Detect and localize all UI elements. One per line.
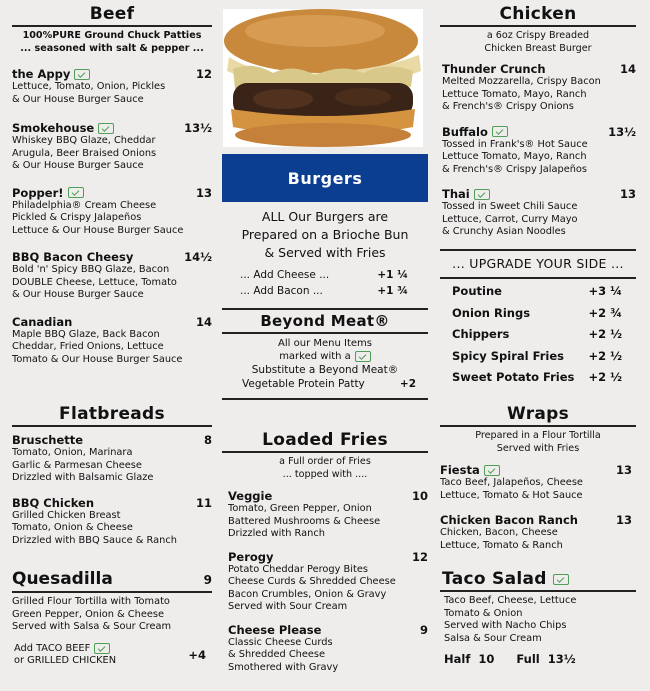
item-desc-line: Green Pepper, Onion & Cheese	[12, 608, 165, 620]
burgers-banner: Burgers	[222, 154, 428, 202]
burger-info	[222, 208, 428, 400]
addon-price: +1 ¾	[377, 285, 408, 297]
item-desc-line: Tomato & Onion	[444, 607, 523, 619]
chicken-heading: Chicken	[499, 4, 577, 24]
item-desc-line: Lettuce Tomato, Mayo, Ranch	[442, 151, 587, 162]
taco-salad-section	[440, 569, 636, 666]
item-name: BBQ Chicken	[12, 495, 95, 510]
flatbreads-heading: Flatbreads	[59, 404, 165, 424]
divider	[222, 308, 428, 310]
wraps-intro: Served with Fries	[496, 442, 580, 454]
quesadilla-heading: Quesadilla	[12, 569, 113, 589]
beef-intro-2: ... seasoned with salt & pepper ...	[20, 42, 204, 54]
item-desc-line: Tomato, Onion & Cheese	[12, 522, 133, 533]
item-desc-line: & Crunchy Asian Noodles	[442, 226, 566, 237]
chicken-intro: a 6oz Crispy Breaded	[486, 30, 590, 41]
item-desc-line: Lettuce, Tomato & Ranch	[440, 539, 563, 551]
menu-item	[440, 463, 636, 502]
item-price: 13	[619, 187, 636, 201]
item-name: Thai	[442, 187, 470, 201]
item-price: 11	[195, 495, 212, 510]
item-price: 13	[615, 513, 632, 527]
item-name: Perogy	[228, 549, 274, 564]
item-desc-line: DOUBLE Cheese, Lettuce, Tomato	[12, 276, 177, 288]
divider	[12, 25, 212, 27]
menu-item	[12, 433, 212, 485]
side-item	[440, 346, 636, 368]
divider	[440, 277, 636, 279]
item-price: 14½	[184, 250, 212, 264]
beef-intro-1: 100%PURE Ground Chuck Patties	[22, 30, 202, 41]
item-desc-line: Grilled Chicken Breast	[12, 509, 121, 521]
menu-item	[440, 125, 636, 177]
side-name: Spicy Spiral Fries	[452, 348, 564, 363]
item-desc-line: Lettuce & Our House Burger Sauce	[12, 224, 184, 236]
burger-addon	[222, 283, 428, 299]
item-desc-line: Bold 'n' Spicy BBQ Glaze, Bacon	[12, 264, 170, 275]
menu-item	[12, 67, 212, 106]
item-desc-line: Maple BBQ Glaze, Back Bacon	[12, 328, 160, 340]
item-desc-line: Philadelphia® Cream Cheese	[12, 199, 157, 211]
item-desc-line: & French's® Crispy Onions	[442, 101, 574, 112]
half-label: Half	[444, 652, 471, 666]
side-item	[440, 367, 636, 389]
item-name: Veggie	[228, 489, 273, 503]
quesadilla-addon-line: or GRILLED CHICKEN	[14, 655, 117, 666]
burger-info-line: & Served with Fries	[264, 245, 386, 260]
item-name: Bruschette	[12, 433, 84, 447]
beyond-leaf-icon	[492, 126, 508, 137]
menu-item	[222, 623, 428, 675]
item-name: the Appy	[12, 67, 71, 81]
addon-label: ... Add Cheese ...	[240, 269, 330, 281]
beyond-leaf-icon	[98, 123, 114, 134]
divider	[222, 398, 428, 400]
item-desc-line: Drizzled with BBQ Sauce & Ranch	[12, 534, 177, 546]
item-desc-line: Potato Cheddar Perogy Bites	[228, 563, 368, 575]
sides-section	[440, 249, 636, 389]
item-name: Buffalo	[442, 124, 488, 139]
taco-salad-heading: Taco Salad	[442, 569, 547, 589]
menu-item	[222, 550, 428, 614]
side-price: +2 ½	[588, 327, 622, 341]
item-name: BBQ Bacon Cheesy	[12, 250, 134, 264]
quesadilla-price: 9	[203, 573, 212, 587]
item-desc-line: Lettuce, Carrot, Curry Mayo	[442, 213, 578, 225]
addon-label: ... Add Bacon ...	[240, 285, 323, 297]
taco-prices	[444, 652, 636, 666]
burger-image	[223, 9, 423, 147]
burger-addon	[222, 267, 428, 283]
burger-info-line: ALL Our Burgers are	[261, 209, 389, 224]
loaded-intro: ... topped with ....	[282, 468, 368, 480]
beyond-leaf-icon	[484, 465, 500, 476]
sides-heading: ... UPGRADE YOUR SIDE ...	[452, 256, 624, 271]
side-name: Sweet Potato Fries	[452, 370, 575, 384]
loaded-fries-heading: Loaded Fries	[262, 430, 388, 450]
item-desc-line: & French's® Crispy Jalapeños	[442, 163, 588, 175]
item-name: Fiesta	[440, 463, 480, 477]
menu-item	[440, 187, 636, 239]
divider	[440, 25, 636, 27]
quesadilla-section	[12, 569, 212, 668]
item-price: 10	[411, 489, 428, 503]
loaded-intro: a Full order of Fries	[279, 456, 371, 467]
item-desc-line: Served with Nacho Chips	[444, 620, 567, 631]
item-desc-line: Lettuce Tomato, Mayo, Ranch	[442, 88, 587, 100]
beyond-leaf-icon	[74, 69, 90, 80]
item-desc-line: Taco Beef, Jalapeños, Cheese	[440, 477, 583, 488]
wraps-intro: Prepared in a Flour Tortilla	[475, 430, 601, 441]
side-price: +3 ¼	[588, 284, 622, 298]
menu-item	[440, 62, 636, 114]
item-desc-line: Served with Sour Cream	[228, 601, 348, 612]
divider	[222, 451, 428, 453]
item-desc-line: Tossed in Sweet Chili Sauce	[442, 201, 578, 212]
item-desc-line: & Our House Burger Sauce	[12, 93, 144, 105]
item-name: Canadian	[12, 314, 73, 329]
addon-price: +1 ¼	[377, 269, 408, 281]
side-item	[440, 303, 636, 325]
beyond-leaf-icon	[474, 189, 490, 200]
item-desc-line: Taco Beef, Cheese, Lettuce	[444, 595, 577, 606]
chicken-column	[440, 0, 636, 239]
item-price: 13½	[608, 124, 636, 139]
item-desc-line: Garlic & Parmesan Cheese	[12, 459, 142, 471]
divider	[222, 332, 428, 334]
item-desc-line: & Our House Burger Sauce	[12, 160, 144, 171]
item-desc-line: Lettuce, Tomato & Hot Sauce	[440, 489, 583, 501]
item-desc-line: & Our House Burger Sauce	[12, 289, 144, 300]
beyond-heading: Beyond Meat®	[260, 312, 390, 330]
side-price: +2 ½	[588, 370, 622, 384]
item-desc-line: Battered Mushrooms & Cheese	[228, 515, 381, 527]
beyond-line: marked with a	[279, 350, 351, 362]
side-item	[440, 281, 636, 303]
loaded-fries-section	[222, 430, 428, 674]
item-desc-line: Smothered with Gravy	[228, 661, 339, 673]
item-desc-line: Cheese Curds & Shredded Cheese	[228, 576, 396, 587]
item-desc-line: Bacon Crumbles, Onion & Gravy	[228, 588, 387, 600]
menu-item	[440, 513, 636, 552]
item-desc-line: Pickled & Crispy Jalapeños	[12, 212, 142, 223]
item-price: 14	[195, 314, 212, 329]
beyond-price: +2	[399, 378, 416, 390]
beyond-leaf-icon	[94, 643, 110, 654]
item-desc-line: Grilled Flour Tortilla with Tomato	[12, 596, 170, 607]
item-price: 13	[615, 463, 632, 477]
full-price: 13½	[547, 652, 576, 666]
side-price: +2 ¾	[588, 305, 622, 320]
item-name: Smokehouse	[12, 121, 95, 135]
item-desc-line: Tomato & Our House Burger Sauce	[12, 353, 183, 365]
menu-item	[12, 315, 212, 367]
item-desc-line: Melted Mozzarella, Crispy Bacon	[442, 76, 601, 87]
side-name: Chippers	[452, 327, 510, 341]
divider	[440, 425, 636, 427]
item-name: Popper!	[12, 185, 64, 200]
item-price: 9	[419, 622, 428, 637]
burger-info-line: Prepared on a Brioche Bun	[241, 227, 409, 242]
side-price: +2 ½	[588, 348, 622, 363]
divider	[12, 591, 212, 593]
item-price: 12	[411, 549, 428, 564]
item-desc-line: Served with Salsa & Sour Cream	[12, 621, 172, 632]
item-name: Thunder Crunch	[442, 62, 546, 76]
wraps-heading: Wraps	[506, 404, 570, 424]
burger-photo	[223, 9, 423, 147]
item-desc-line: Salsa & Sour Cream	[444, 632, 542, 644]
beyond-line: Substitute a Beyond Meat®	[251, 364, 399, 376]
beef-column	[12, 0, 212, 366]
divider	[440, 249, 636, 251]
menu-item	[12, 496, 212, 548]
beyond-leaf-icon	[553, 574, 569, 585]
wraps-section	[440, 404, 636, 552]
item-desc-line: Classic Cheese Curds	[228, 636, 333, 648]
chicken-intro: Chicken Breast Burger	[484, 42, 592, 54]
divider	[440, 590, 636, 592]
divider	[12, 425, 212, 427]
beyond-leaf-icon	[355, 351, 371, 362]
item-desc-line: Tossed in Frank's® Hot Sauce	[442, 138, 588, 150]
item-name: Chicken Bacon Ranch	[440, 513, 578, 527]
item-price: 13½	[184, 121, 212, 135]
menu-item	[222, 489, 428, 541]
beyond-leaf-icon	[68, 187, 84, 198]
item-desc-line: Tomato, Onion, Marinara	[12, 447, 133, 458]
menu-item	[12, 121, 212, 173]
item-price: 13	[195, 185, 212, 200]
item-desc-line: Whiskey BBQ Glaze, Cheddar	[12, 135, 156, 146]
side-name: Poutine	[452, 284, 502, 298]
full-label: Full	[516, 652, 540, 666]
item-price: 14	[619, 62, 636, 76]
menu-item	[12, 250, 212, 302]
item-price: 12	[195, 67, 212, 81]
quesadilla-addon-line: Add TACO BEEF	[14, 642, 91, 654]
item-desc-line: Chicken, Bacon, Cheese	[440, 527, 558, 538]
item-name: Cheese Please	[228, 622, 322, 637]
beef-heading: Beef	[89, 4, 135, 24]
item-desc-line: Cheddar, Fried Onions, Lettuce	[12, 341, 164, 352]
beyond-line: All our Menu Items	[278, 338, 372, 349]
menu-item	[12, 186, 212, 238]
item-desc-line: & Shredded Cheese	[228, 649, 326, 660]
beyond-line: Vegetable Protein Patty	[242, 378, 365, 390]
flatbreads-section	[12, 404, 212, 547]
half-price: 10	[478, 652, 495, 666]
item-price: 8	[203, 433, 212, 447]
quesadilla-addon-price: +4	[188, 648, 206, 662]
item-desc-line: Drizzled with Balsamic Glaze	[12, 472, 154, 483]
item-desc-line: Tomato, Green Pepper, Onion	[228, 503, 372, 514]
item-desc-line: Drizzled with Ranch	[228, 528, 325, 539]
item-desc-line: Arugula, Beer Braised Onions	[12, 147, 157, 159]
item-desc-line: Lettuce, Tomato, Onion, Pickles	[12, 81, 166, 92]
side-name: Onion Rings	[452, 305, 531, 320]
side-item	[440, 324, 636, 346]
